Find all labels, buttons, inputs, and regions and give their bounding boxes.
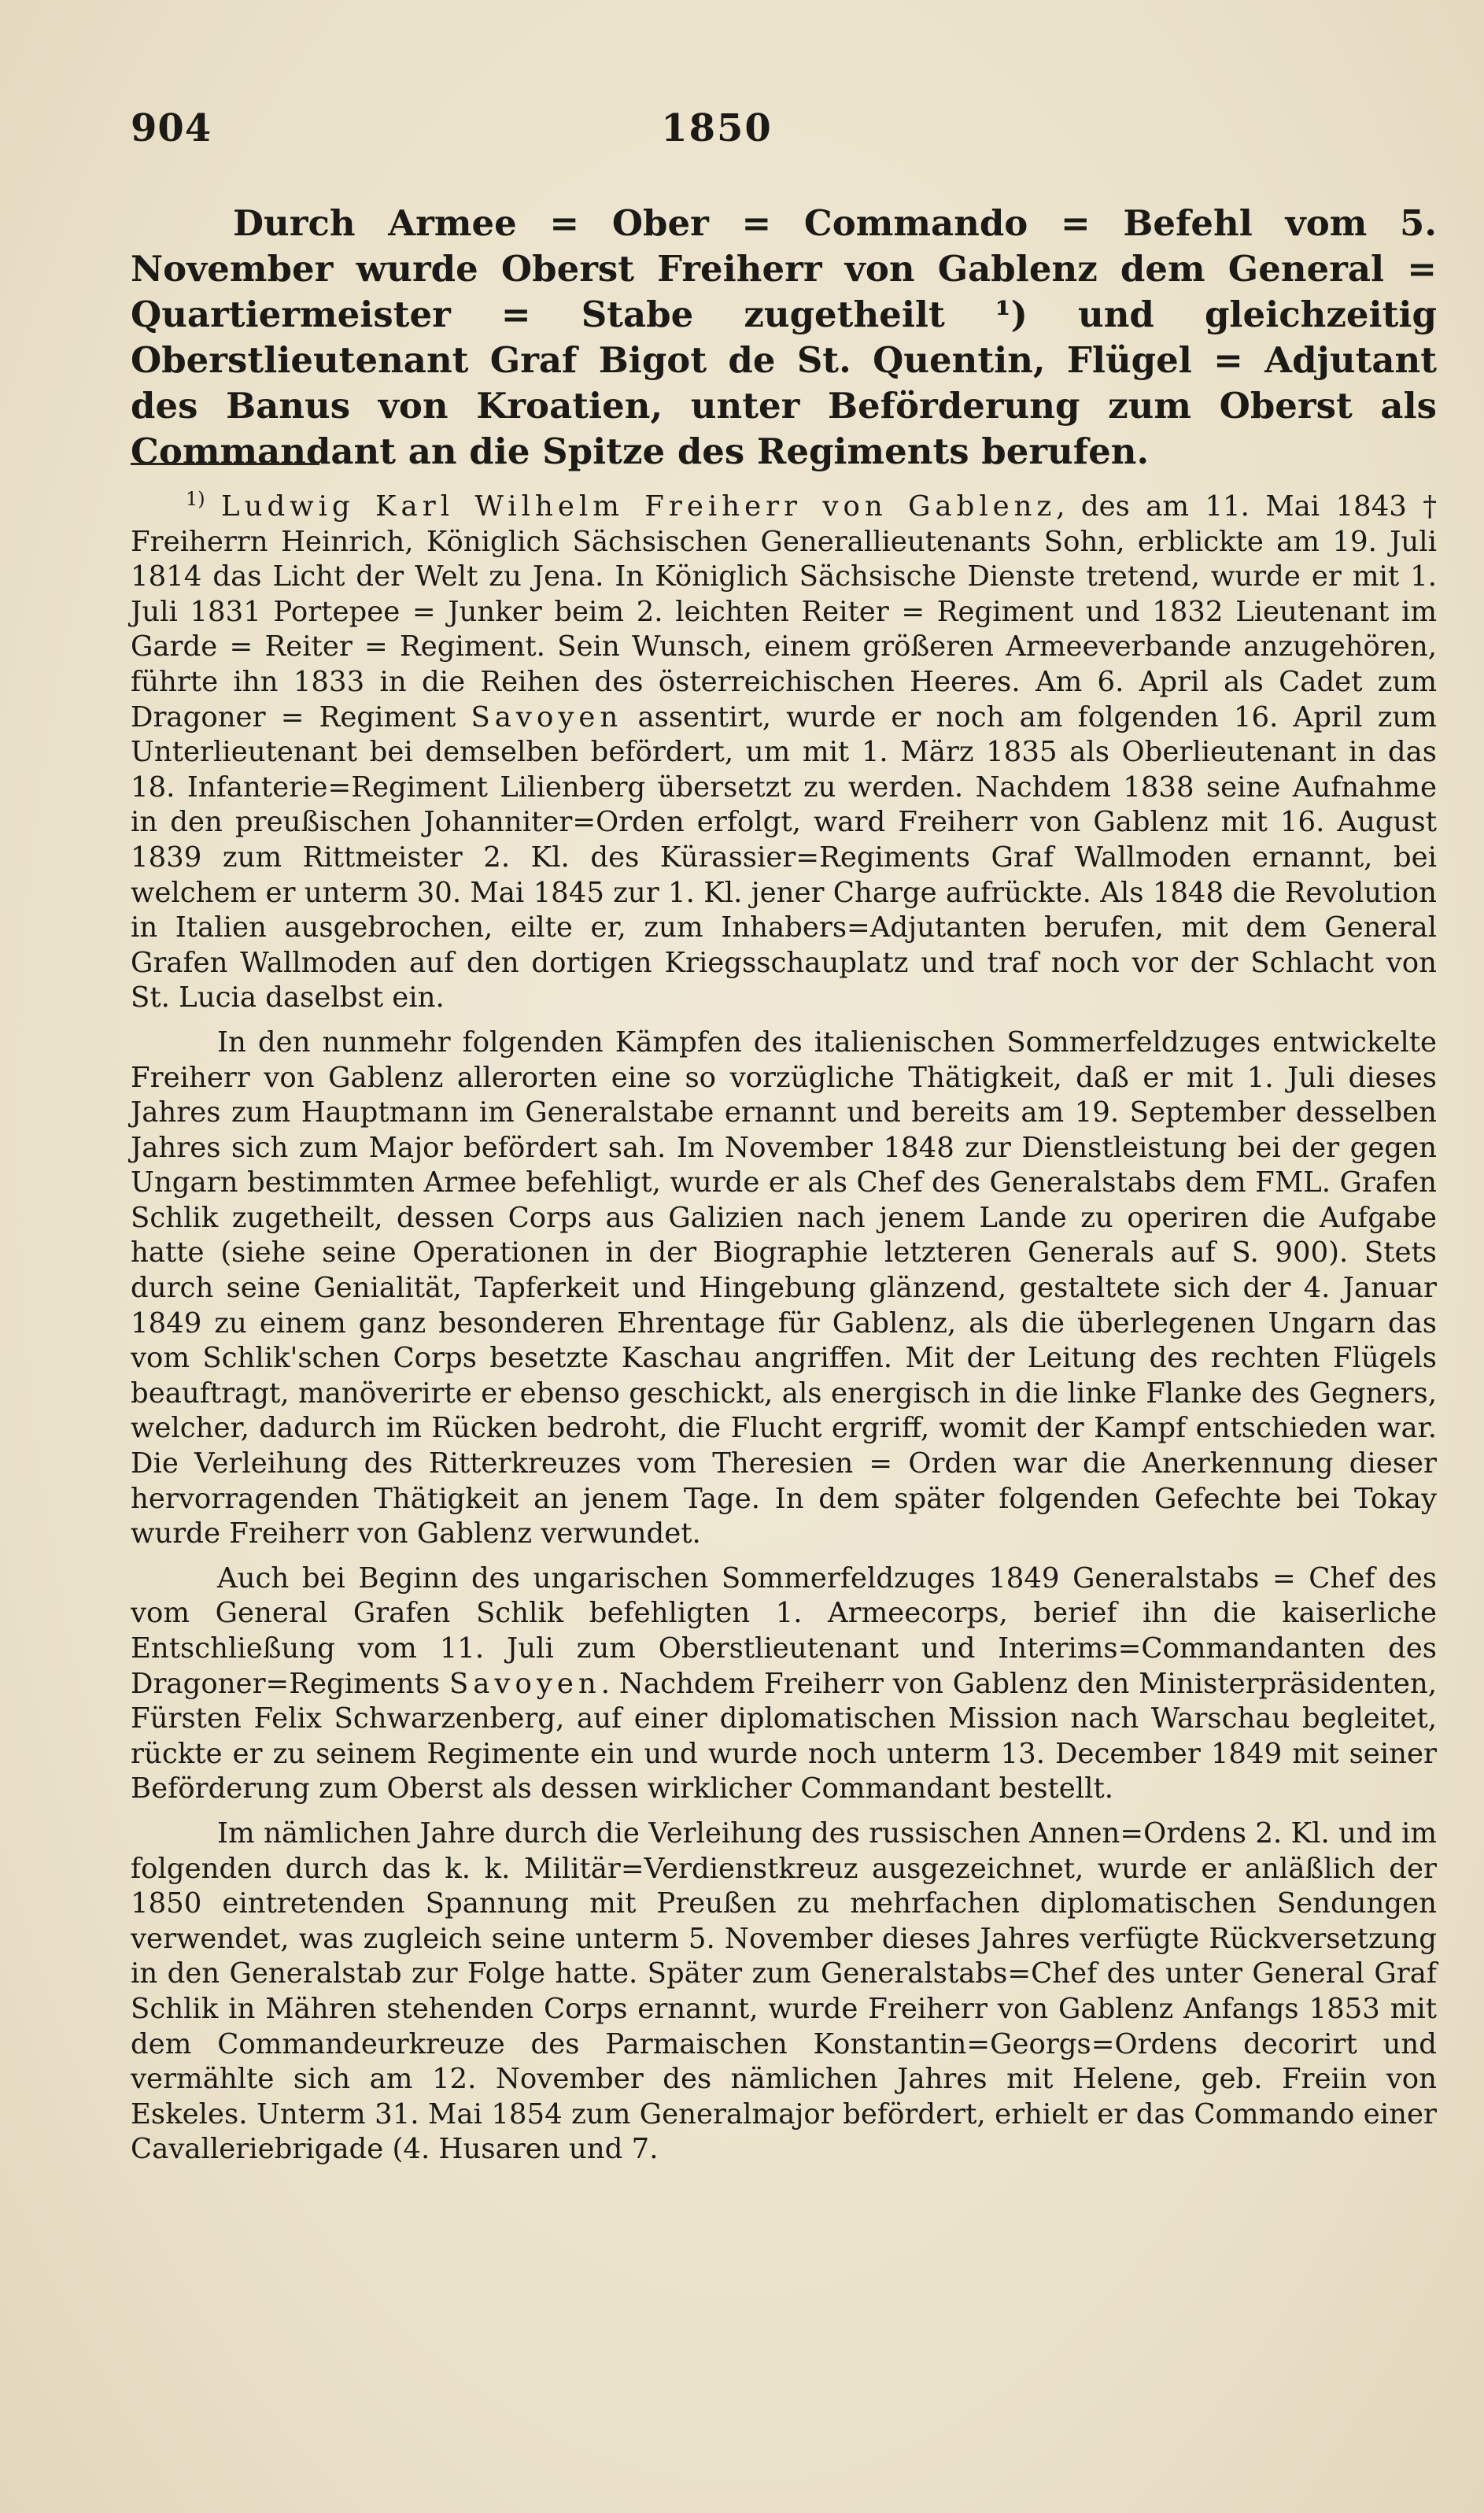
running-head-year: 1850: [661, 106, 773, 150]
footnote-paragraph-2: In den nunmehr folgenden Kämpfen des italienischen Sommerfeldzuges entwickelte Freiherr von Gablenz allerorten eine so vorzügliche Thätigkeit, daß er mit 1. Juli dieses Jahres zum Hauptmann im Generalstabe ernannt und bereits am 19. September desselben Jahres sich zum Major befördert sah. Im November 1848 zur Dienstleistung bei der gegen Ungarn bestimmten Armee befehligt, wurde er als Chef des Generalstabs dem FML. Grafen Schlik zugetheilt, dessen Corps aus Galizien nach jenem Lande zu operiren die Aufgabe hatte (siehe seine Operationen in der Biographie letzteren Generals auf S. 900). Stets durch seine Genialität, Tapferkeit und Hingebung glänzend, gestaltete sich der 4. Januar 1849 zu einem ganz besonderen Ehrentage für Gablenz, als die überlegenen Ungarn das vom Schlik'schen Corps besetzte Kaschau angriffen. Mit der Leitung des rechten Flügels beauftragt, manöverirte er ebenso geschickt, als energisch in die linke Flanke des Gegners, welcher, dadurch im Rücken bedroht, die Flucht ergriff, womit der Kampf entschieden war. Die Verleihung des Ritterkreuzes vom Theresien = Orden war die Anerkennung dieser hervorragenden Thätigkeit an jenem Tage. In dem später folgenden Gefechte bei Tokay wurde Freiherr von Gablenz verwundet.: [131, 1026, 1437, 1550]
main-paragraph: Durch Armee = Ober = Commando = Befehl vom 5. November wurde Oberst Freiherr von Gablenz dem General = Quartiermeister = Stabe zugetheilt ¹) und gleichzeitig Oberstlieutenant Graf Bigot de St. Quentin, Flügel = Adjutant des Banus von Kroatien, unter Beförderung zum Oberst als Commandant an die Spitze des Regiments berufen.: [131, 202, 1437, 472]
footnote-block: [131, 490, 1437, 2177]
footnote-paragraph-3-text: Auch bei Beginn des ungarischen Sommerfeldzuges 1849 Generalstabs = Chef des vom General Grafen Schlik befehligten 1. Armeecorps, berief ihn die kaiserliche Entschließung vom 11. Juli zum Oberstlieutenant und Interims=Commandanten des Dragoner=Regiments: [131, 1561, 1437, 1700]
footnote-paragraph-4: Im nämlichen Jahre durch die Verleihung des russischen Annen=Ordens 2. Kl. und im folgenden durch das k. k. Militär=Verdienstkreuz ausgezeichnet, wurde er anläßlich der 1850 eintretenden Spannung mit Preußen zu mehrfachen diplomatischen Sendungen verwendet, was zugleich seine unterm 5. November dieses Jahres verfügte Rückversetzung in den Generalstab zur Folge hatte. Später zum Generalstabs=Chef des unter General Graf Schlik in Mähren stehenden Corps ernannt, wurde Freiherr von Gablenz Anfangs 1853 mit dem Commandeurkreuze des Parmaischen Konstantin=Georgs=Ordens decorirt und vermählte sich am 12. November des nämlichen Jahres mit Helene, geb. Freiin von Eskeles. Unterm 31. Mai 1854 zum Generalmajor befördert, erhielt er das Commando einer Cavalleriebrigade (4. Husaren und 7.: [131, 1816, 1437, 2166]
page-header: [131, 106, 1429, 161]
footnote-paragraph-1-end: assentirt, wurde er noch am folgenden 16. April zum Unterlieutenant bei demselben befördert, um mit 1. März 1835 als Oberlieutenant in das 18. Infanterie=Regiment Lilienberg übersetzt zu werden. Nachdem 1838 seine Aufnahme in den preußischen Johanniter=Orden erfolgt, ward Freiherr von Gablenz mit 16. August 1839 zum Rittmeister 2. Kl. des Kürassier=Regiments Graf Wallmoden ernannt, bei welchem er unterm 30. Mai 1845 zur 1. Kl. jener Charge aufrückte. Als 1848 die Revolution in Italien ausgebrochen, eilte er, zum Inhabers=Adjutanten berufen, mit dem General Grafen Wallmoden auf den dortigen Kriegsschauplatz und traf noch vor der Schlacht von St. Lucia daselbst ein.: [131, 700, 1437, 1014]
footnote-mark: 1): [186, 488, 205, 511]
footnote-paragraph-1: [131, 490, 1437, 1016]
page-number: 904: [131, 106, 212, 150]
footnote-paragraph-3: [131, 1561, 1437, 1807]
footnote-separator: [131, 463, 319, 465]
regiment-name: Savoyen: [449, 1667, 601, 1700]
footnote-paragraph-1-text: , des am 11. Mai 1843 † Freiherrn Heinrich, Königlich Sächsischen Generallieutenants Sohn, erblickte am 19. Juli 1814 das Licht der Welt zu Jena. In Königlich Sächsische Dienste tretend, wurde er mit 1. Juli 1831 Portepee = Junker beim 2. leichten Reiter = Regiment und 1832 Lieutenant im Garde = Reiter = Regiment. Sein Wunsch, einem größeren Armeeverbande anzugehören, führte ihn 1833 in die Reihen des österreichischen Heeres. Am 6. April als Cadet zum Dragoner = Regiment: [131, 490, 1438, 734]
footnote-paragraph-3-end: . Nachdem Freiherr von Gablenz den Ministerpräsidenten, Fürsten Felix Schwarzenberg, auf einer diplomatischen Mission nach Warschau begleitet, rückte er zu seinem Regimente ein und wurde noch unterm 13. December 1849 mit seiner Beförderung zum Oberst als dessen wirklicher Commandant bestellt.: [131, 1667, 1437, 1805]
footnote-person-name: Ludwig Karl Wilhelm Freiherr von Gablenz: [221, 490, 1057, 523]
regiment-name: Savoyen: [471, 700, 623, 734]
